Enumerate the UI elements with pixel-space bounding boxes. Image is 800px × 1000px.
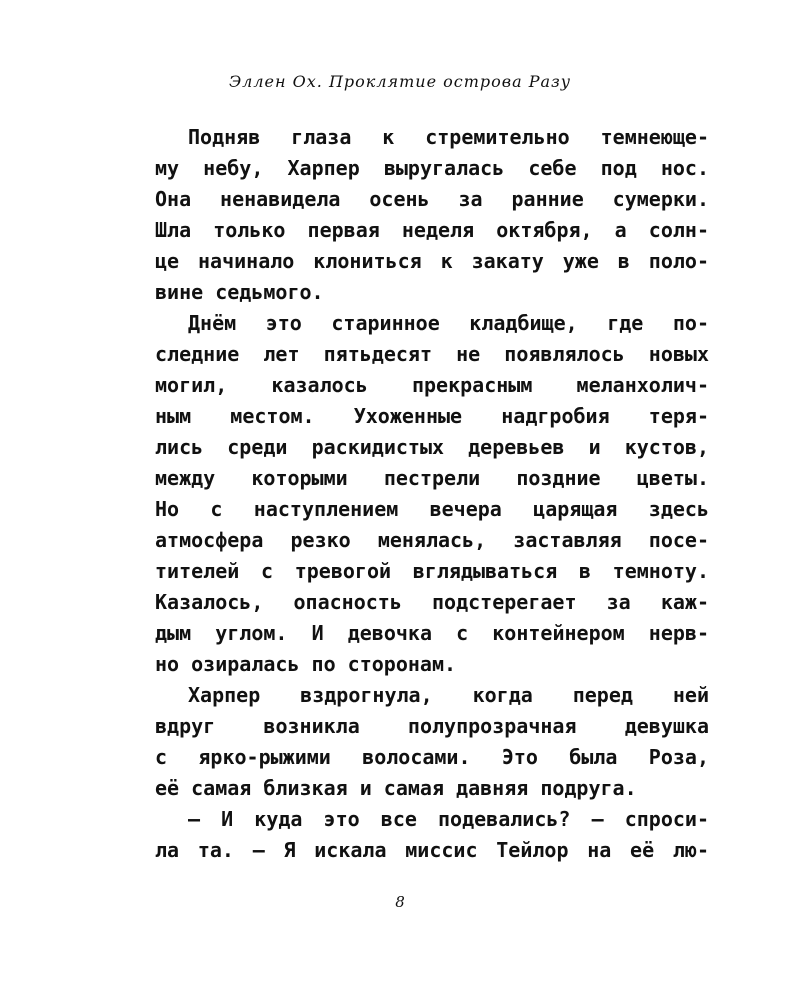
text-line: Харпер вздрогнула, когда перед ней xyxy=(188,683,709,707)
text-line: с ярко-рыжими волосами. Это была Роза, xyxy=(155,745,709,769)
text-line: вине седьмого. xyxy=(155,280,324,304)
text-line: лись среди раскидистых деревьев и кустов, xyxy=(155,435,709,459)
text-line: Но с наступлением вечера царящая здесь xyxy=(155,497,709,521)
text-line: вдруг возникла полупрозрачная девушка xyxy=(155,714,709,738)
text-line: следние лет пятьдесят не появлялось новых xyxy=(155,342,709,366)
text-line: тителей с тревогой вглядываться в темноту. xyxy=(155,559,709,583)
text-line: атмосфера резко менялась, заставляя посе- xyxy=(155,528,709,552)
text-line: Шла только первая неделя октября, а солн- xyxy=(155,218,709,242)
text-line: ла та. — Я искала миссис Тейлор на её лю- xyxy=(155,838,709,862)
text-line: дым углом. И девочка с контейнером нерв- xyxy=(155,621,709,645)
text-line: — И куда это все подевались? — спроси- xyxy=(188,807,709,831)
text-line: между которыми пестрели поздние цветы. xyxy=(155,466,709,490)
text-line: Казалось, опасность подстерегает за каж- xyxy=(155,590,709,614)
text-line: Подняв глаза к стремительно темнеюще- xyxy=(188,125,709,149)
body-text xyxy=(155,122,709,866)
text-line: Она ненавидела осень за ранние сумерки. xyxy=(155,187,709,211)
text-line: це начинало клониться к закату уже в поло- xyxy=(155,249,709,273)
text-line: Днём это старинное кладбище, где по- xyxy=(188,311,709,335)
running-head: Эллен Ох. Проклятие острова Разу xyxy=(228,72,572,91)
text-line: но озиралась по сторонам. xyxy=(155,652,457,676)
page-number: 8 xyxy=(395,893,405,911)
text-line: её самая близкая и самая давняя подруга. xyxy=(155,776,637,800)
text-line: му небу, Харпер выругалась себе под нос. xyxy=(155,156,709,180)
text-line: ным местом. Ухоженные надгробия теря- xyxy=(155,404,709,428)
text-line: могил, казалось прекрасным меланхолич- xyxy=(155,373,709,397)
